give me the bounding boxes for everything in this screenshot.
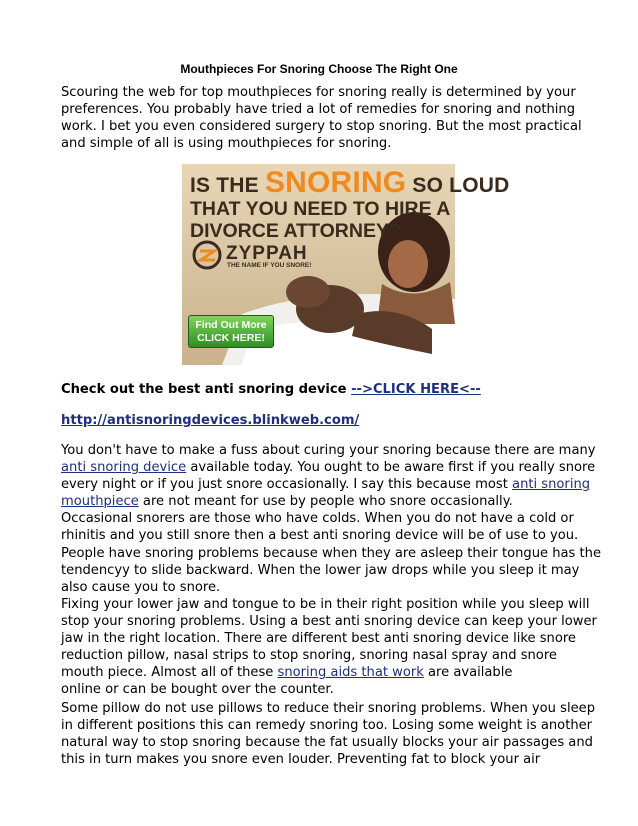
paragraph-1 [61, 442, 602, 596]
text-line: You don't have to make a fuss about curing your snoring because there are many [61, 443, 596, 458]
ad-headline-line1 [190, 166, 509, 200]
intro-line: preferences. You probably have tried a lot of remedies for snoring and nothing [61, 102, 576, 118]
text-line: Occasional snorers are those who have colds. When you do not have a cold or [61, 511, 574, 527]
ad-headline-pre: IS THE [190, 174, 259, 197]
ad-tagline: THE NAME IF YOU SNORE! [227, 262, 312, 269]
intro-line: Scouring the web for top mouthpieces for snoring really is determined by your [61, 85, 576, 100]
text-span: every night or if you just snore occasionally. I say this because most [61, 477, 513, 493]
ad-headline-line2: THAT YOU NEED TO HIRE A [190, 198, 451, 220]
text-span: are not meant for use by people who snore occasionally. [138, 494, 513, 510]
cta-text: Check out the best anti snoring device [61, 382, 352, 397]
anti-snoring-mouthpiece-link[interactable]: anti snoring [512, 477, 591, 493]
text-line: also cause you to snore. [61, 579, 221, 595]
intro-line: work. I bet you even considered surgery to stop snoring. But the most practical [61, 119, 582, 135]
ad-button-line1: Find Out More [195, 319, 267, 331]
paragraph-3 [61, 700, 596, 768]
site-url-link[interactable]: http://antisnoringdevices.blinkweb.com/ [61, 413, 360, 428]
url-line [61, 412, 581, 429]
page-title: Mouthpieces For Snoring Choose The Right One [180, 62, 458, 76]
text-span: available today. You ought to be aware first if you really snore [186, 460, 596, 476]
text-line: rhinitis and you still snore then a best anti snoring device will be of use to you. [61, 528, 579, 544]
intro-line: and simple of all is using mouthpieces for snoring. [61, 136, 392, 152]
click-here-link[interactable]: -->CLICK HERE<-- [351, 382, 481, 397]
zyppah-logo-icon [192, 240, 222, 270]
ad-headline-big: SNORING [264, 166, 407, 199]
ad-brand-name: ZYPPAH [226, 243, 308, 264]
paragraph-2 [61, 596, 597, 699]
text-span: are available [423, 665, 513, 681]
anti-snoring-mouthpiece-link[interactable]: mouthpiece [61, 494, 139, 510]
text-line: tendencyy to slide backward. When the lower jaw drops while you sleep it may [61, 562, 580, 578]
text-line: jaw in the right location. There are different best anti snoring device like snore [61, 631, 576, 647]
find-out-more-button[interactable] [188, 315, 274, 348]
intro-paragraph [61, 84, 581, 152]
text-line: online or can be bought over the counter. [61, 682, 334, 698]
ad-headline-line3: DIVORCE ATTORNEY? [190, 220, 401, 242]
text-line: reduction pillow, nasal strips to stop snoring, snoring nasal spray and snore [61, 648, 557, 664]
text-line: Fixing your lower jaw and tongue to be in their right position while you sleep will [61, 597, 590, 612]
zyppah-ad-banner[interactable] [182, 164, 510, 365]
text-line: this in turn makes you snore even louder. Preventing fat to block your air [61, 752, 541, 768]
text-span: mouth piece. Almost all of these [61, 665, 278, 681]
text-line: stop your snoring problems. Using a best anti snoring device can keep your lower [61, 614, 597, 630]
text-line: People have snoring problems because when they are asleep their tongue has the [61, 545, 602, 561]
cta-line [61, 381, 581, 398]
snoring-aids-link[interactable]: snoring aids that work [277, 665, 424, 681]
text-line: Some pillow do not use pillows to reduce their snoring problems. When you sleep [61, 701, 596, 716]
ad-headline-post: SO LOUD [412, 174, 510, 197]
ad-button-line2: CLICK HERE! [197, 332, 265, 344]
anti-snoring-device-link[interactable]: anti snoring device [61, 460, 187, 476]
text-line: in different positions this can remedy snoring too. Losing some weight is another [61, 718, 593, 734]
text-line: natural way to stop snoring because the fat usually blocks your air passages and [61, 735, 593, 751]
